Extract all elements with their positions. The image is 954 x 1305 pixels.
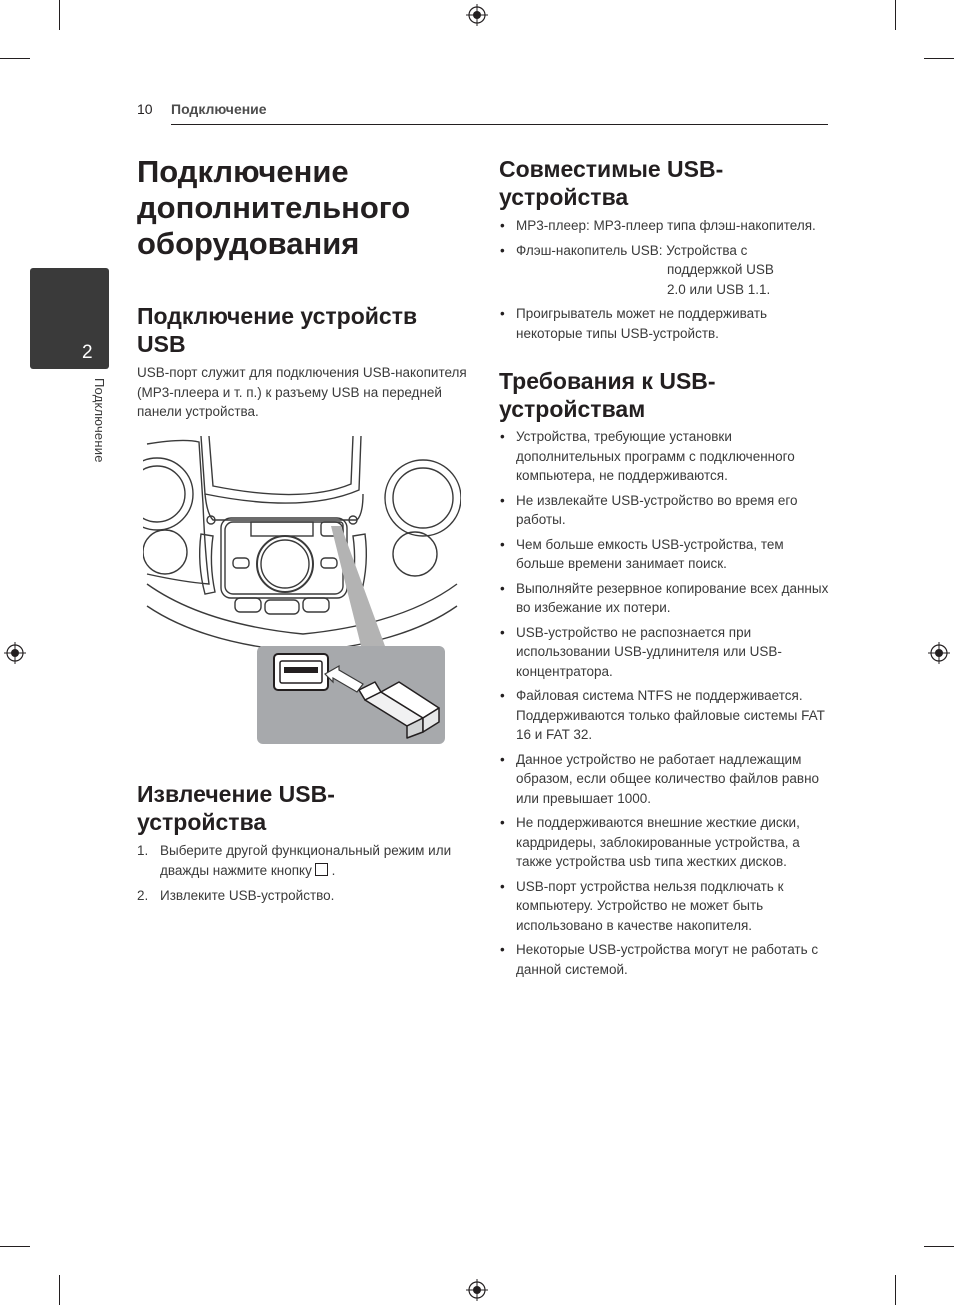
list-item-continuation: поддержкой USB <box>667 262 774 277</box>
chapter-tab <box>30 268 109 369</box>
list-item-text: Чем больше емкость USB-устройства, тем больше времени занимает поиск. <box>516 536 784 571</box>
registration-mark-icon <box>928 642 950 664</box>
crop-mark <box>924 58 954 59</box>
bullet-icon: • <box>500 624 505 640</box>
list-item-text: Не извлекайте USB-устройство во время его работы. <box>516 492 798 527</box>
list-item <box>137 886 467 906</box>
bullet-icon: • <box>500 580 505 596</box>
crop-mark <box>0 1246 30 1247</box>
running-header-title: Подключение <box>171 101 267 117</box>
list-item <box>499 427 829 486</box>
bullet-icon: • <box>500 942 505 957</box>
list-item <box>499 813 829 872</box>
list-item-text: USB-порт устройства нельзя подключать к компьютеру. Устройство не может быть использовано в качестве накопителя. <box>516 878 784 933</box>
bullet-icon: • <box>500 751 505 767</box>
list-item <box>499 241 829 300</box>
list-item <box>137 841 467 880</box>
list-item <box>499 940 829 979</box>
step-text-tail: . <box>331 862 336 878</box>
registration-mark-icon <box>466 4 488 26</box>
bullet-icon: • <box>500 815 505 830</box>
registration-mark-icon <box>4 642 26 664</box>
bullet-icon: • <box>500 492 505 508</box>
crop-mark <box>59 0 60 30</box>
crop-mark <box>59 1275 60 1305</box>
list-item-text: Данное устройство не работает надлежащим образом, если общее количество файлов равно или превышает 1000. <box>516 751 820 806</box>
step-number: 2. <box>137 888 149 903</box>
list-item-continuation: 2.0 или USB 1.1. <box>667 281 771 297</box>
page-number: 10 <box>137 101 153 117</box>
registration-mark-icon <box>466 1279 488 1301</box>
list-item-text: Флэш-накопитель USB: Устройства с <box>516 242 748 258</box>
step-number: 1. <box>137 843 149 858</box>
list-item <box>499 535 829 574</box>
list-item-text: Некоторые USB-устройства могут не работать с данной системой. <box>516 942 819 977</box>
usb-connect-heading: Подключение устройств USB <box>137 303 418 357</box>
list-item <box>499 686 829 745</box>
list-item-text: Проигрыватель может не поддерживать некоторые типы USB-устройств. <box>516 306 768 341</box>
list-item-text: Файловая система NTFS не поддерживается. Поддерживаются только файловые системы FAT 16 и FAT 32. <box>516 688 825 742</box>
bullet-icon: • <box>500 688 505 703</box>
bullet-icon: • <box>500 242 505 258</box>
bullet-icon: • <box>500 429 505 444</box>
requirements-list <box>499 427 829 984</box>
list-item <box>499 491 829 530</box>
compatible-list <box>499 216 829 348</box>
crop-mark <box>0 58 30 59</box>
list-item-text: Не поддерживаются внешние жесткие диски, кардридеры, заблокированные устройства, а также устройства usb типа жестких дисков. <box>516 815 800 869</box>
compatible-heading: Совместимые USB-устройства <box>499 156 724 210</box>
chapter-side-label: Подключение <box>92 378 107 463</box>
crop-mark <box>924 1246 954 1247</box>
usb-remove-steps <box>137 841 467 912</box>
requirements-heading: Требования к USB-устройствам <box>499 368 716 422</box>
list-item <box>499 579 829 618</box>
list-item <box>499 623 829 682</box>
bullet-icon: • <box>500 878 505 894</box>
list-item-text: Выполняйте резервное копирование всех данных во избежание их потери. <box>516 580 829 615</box>
step-text: Извлеките USB-устройство. <box>160 888 335 903</box>
list-item <box>499 304 829 343</box>
usb-remove-heading: Извлечение USB-устройства <box>137 781 335 835</box>
step-text: Выберите другой функциональный режим или дважды нажмите кнопку <box>160 843 452 878</box>
page-title: Подключение дополнительного оборудования <box>137 154 411 261</box>
header-divider <box>171 124 828 125</box>
list-item-text: USB-устройство не распознается при использовании USB-удлинителя или USB-концентратора. <box>516 624 782 679</box>
list-item <box>499 750 829 809</box>
bullet-icon: • <box>500 306 505 321</box>
bullet-icon: • <box>500 536 505 552</box>
crop-mark <box>895 0 896 30</box>
list-item-text: Устройства, требующие установки дополнительных программ с подключенного компьютера, не поддерживаются. <box>516 429 795 483</box>
list-item-text: MP3-плеер: MP3-плеер типа флэш-накопителя. <box>516 218 816 233</box>
stop-button-icon <box>315 863 328 876</box>
chapter-number: 2 <box>82 342 93 363</box>
list-item <box>499 877 829 936</box>
list-item <box>499 216 829 236</box>
crop-mark <box>895 1275 896 1305</box>
usb-connection-illustration <box>143 434 461 748</box>
bullet-icon: • <box>500 218 505 233</box>
usb-connect-text: USB-порт служит для подключения USB-накопителя (MP3-плеера и т. п.) к разъему USB на передней панели устройства. <box>137 365 467 419</box>
